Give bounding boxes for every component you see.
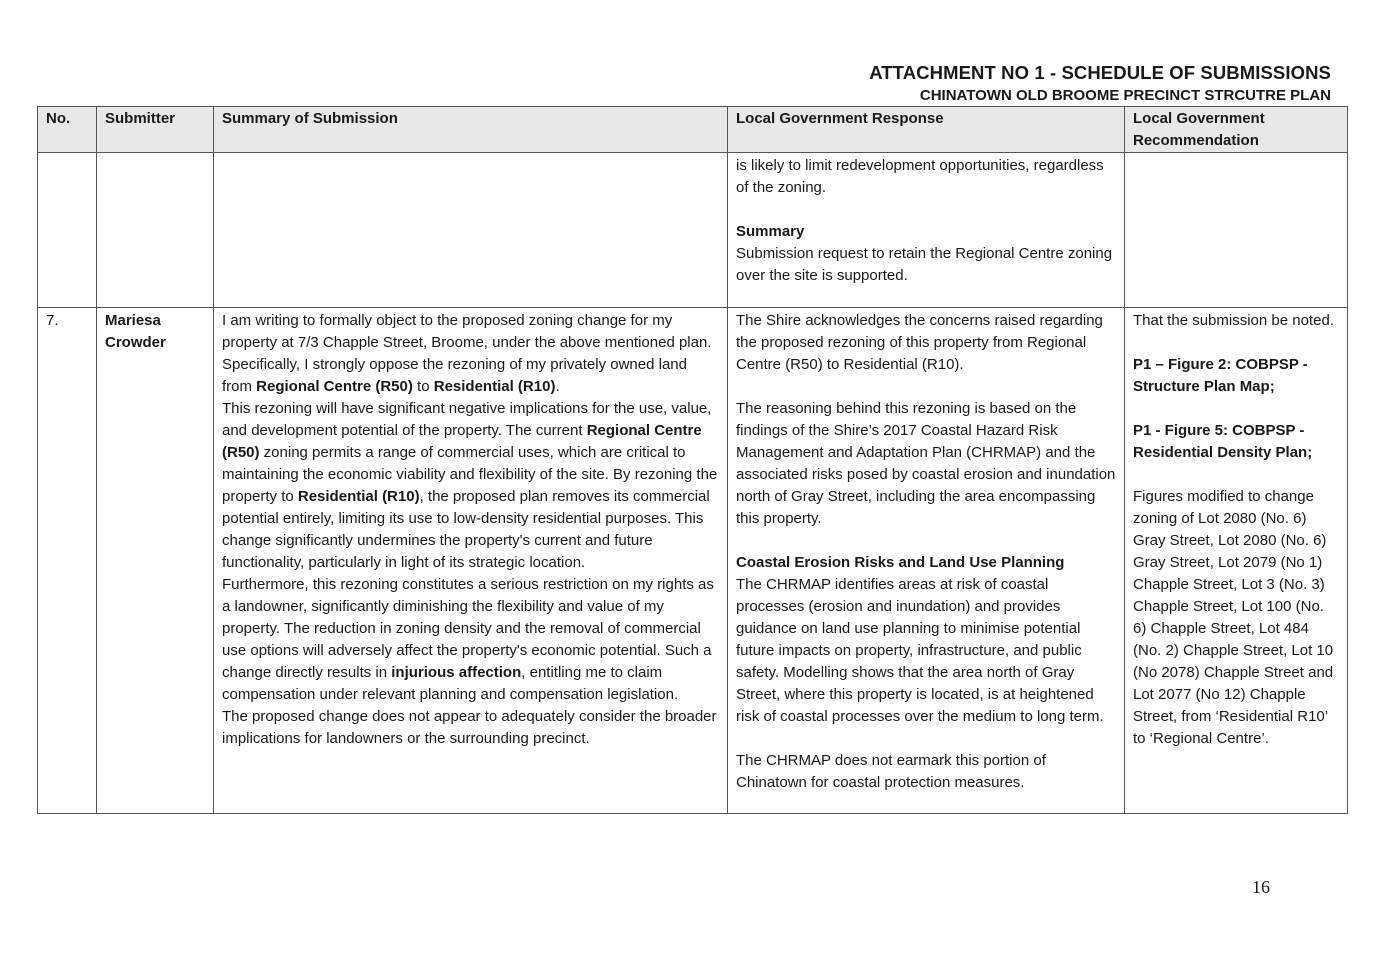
recommendation-paragraph: That the submission be noted. [1133, 312, 1334, 329]
summary-text: Submission request to retain the Regional Centre zoning over the site is supported. [736, 245, 1113, 284]
recommendation-heading: P1 – Figure 2: COBPSP - Structure Plan Map; [1133, 356, 1308, 395]
response-paragraph: The CHRMAP does not earmark this portion of Chinatown for coastal protection measures. [736, 752, 1046, 791]
table-row [38, 308, 1348, 814]
page-number: 16 [1252, 877, 1270, 897]
table-header-row [38, 107, 1348, 153]
cell-submitter [97, 153, 214, 308]
entry-recommendation [1125, 308, 1348, 814]
summary-paragraph: Furthermore, this rezoning constitutes a serious restriction on my rights as a landowner, significantly diminishing the flexibility and value of my property. The reduction in zoning density and the removal of commercial use options will adversely affect the property's economic potential. Such a change directly results in injurious affection, entitling me to claim compensation under relevant planning and compensation legislation. [222, 576, 714, 703]
cell-summary [214, 153, 728, 308]
summary-paragraph: The proposed change does not appear to adequately consider the broader implications for landowners or the surrounding precinct. [222, 708, 717, 747]
response-continued-text: is likely to limit redevelopment opportunities, regardless of the zoning. [736, 157, 1104, 196]
header-response: Local Government Response [728, 107, 1125, 153]
recommendation-paragraph: Figures modified to change zoning of Lot 2080 (No. 6) Gray Street, Lot 2080 (No. 6) Gray Street, Lot 2079 (No 1) Chapple Street, Lot 3 (No. 3) Chapple Street, Lot 100 (No. 6) Chapple Street, Lot 484 (No. 2) Chapple Street, Lot 10 (No 2078) Chapple Street and Lot 2077 (No 12) Chapple Street, from ‘Residential R10’ to ‘Regional Centre’. [1133, 488, 1334, 747]
summary-paragraph: I am writing to formally object to the proposed zoning change for my property at 7/3 Chapple Street, Broome, under the above mentioned plan. Specifically, I strongly oppose the rezoning of my privately owned land from Regional Centre (R50) to Residential (R10). [222, 312, 712, 395]
summary-paragraph: This rezoning will have significant negative implications for the use, value, and development potential of the property. The current Regional Centre (R50) zoning permits a range of commercial uses, which are critical to maintaining the economic viability and flexibility of the site. By rezoning the property to Residential (R10), the proposed plan removes its commercial potential entirely, limiting its use to low-density residential purposes. This change significantly undermines the property's current and future functionality, particularly in light of its strategic location. [222, 400, 718, 571]
recommendation-heading: P1 - Figure 5: COBPSP - Residential Density Plan; [1133, 422, 1313, 461]
entry-number: 7. [38, 308, 97, 814]
response-heading: Coastal Erosion Risks and Land Use Planning [736, 554, 1065, 571]
submissions-table [37, 106, 1348, 814]
cell-response [728, 153, 1125, 308]
document-title: ATTACHMENT NO 1 - SCHEDULE OF SUBMISSIONS [869, 62, 1331, 83]
response-paragraph: The Shire acknowledges the concerns raised regarding the proposed rezoning of this property from Regional Centre (R50) to Residential (R10). [736, 312, 1103, 373]
response-paragraph: The reasoning behind this rezoning is based on the findings of the Shire’s 2017 Coastal Hazard Risk Management and Adaptation Plan (CHRMAP) and the associated risks posed by coastal erosion and inundation north of Gray Street, including the area encompassing this property. [736, 400, 1116, 527]
cell-no [38, 153, 97, 308]
table-row-continuation [38, 153, 1348, 308]
summary-heading: Summary [736, 223, 805, 240]
header-no: No. [38, 107, 97, 153]
header-recommendation: Local Government Recommendation [1125, 107, 1348, 153]
header-summary: Summary of Submission [214, 107, 728, 153]
entry-submitter: Mariesa Crowder [97, 308, 214, 814]
document-subtitle: CHINATOWN OLD BROOME PRECINCT STRCUTRE PLAN [919, 87, 1331, 104]
header-submitter: Submitter [97, 107, 214, 153]
entry-summary [214, 308, 728, 814]
cell-recommendation [1125, 153, 1348, 308]
response-paragraph: The CHRMAP identifies areas at risk of coastal processes (erosion and inundation) and provides guidance on land use planning to minimise potential future impacts on property, infrastructure, and public safety. Modelling shows that the area north of Gray Street, where this property is located, is at heightened risk of coastal processes over the medium to long term. [736, 576, 1104, 725]
entry-response [728, 308, 1125, 814]
